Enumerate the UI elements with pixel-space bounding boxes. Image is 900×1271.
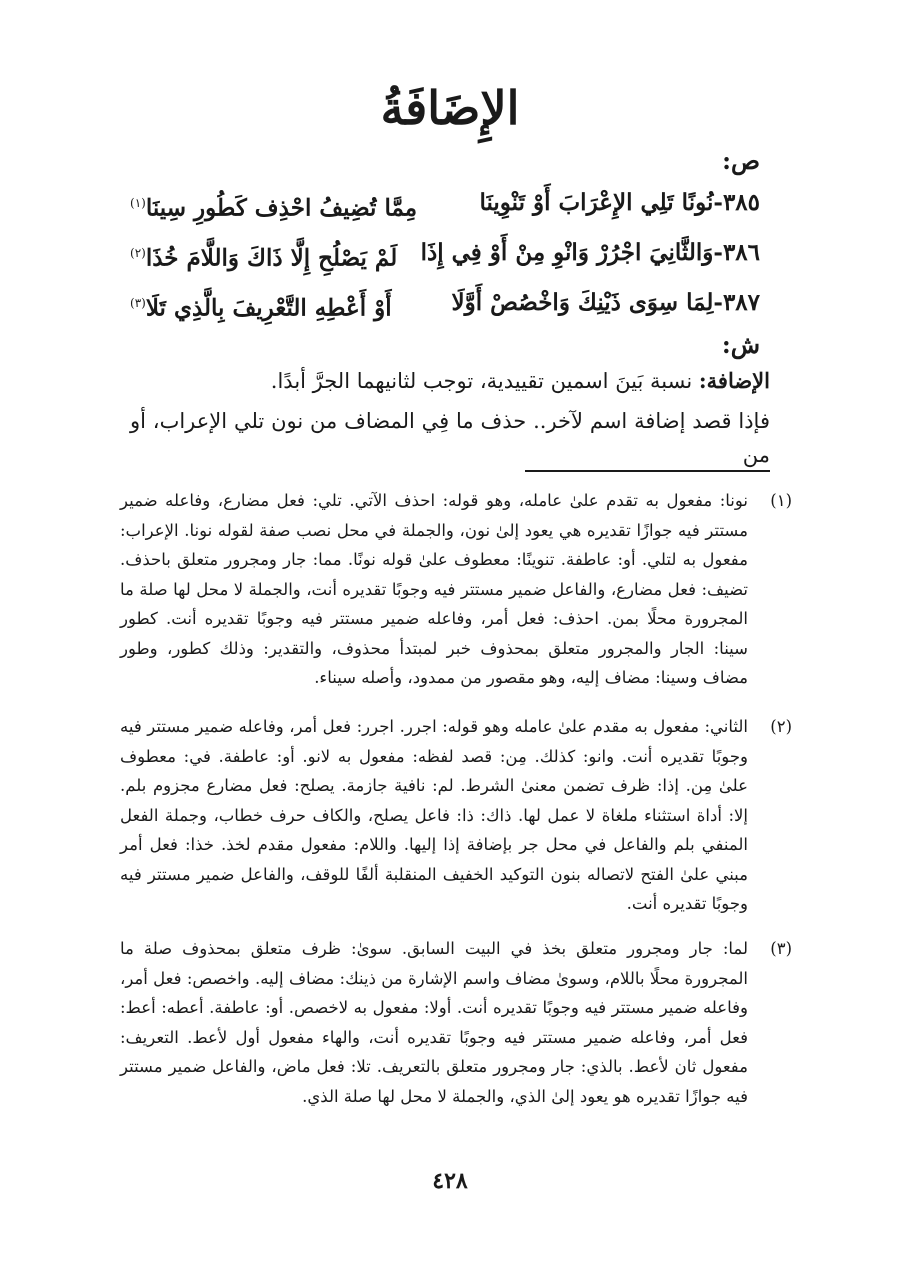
verse-second-half xyxy=(130,282,392,330)
commentary-paragraph: فإذا قصد إضافة اسم لآخر.. حذف ما فِي المضاف من نون تلي الإعراب، أو من xyxy=(130,409,770,467)
verse-number: ٣٨٥ xyxy=(722,189,760,216)
verse-first-half: ٣٨٦-وَالثَّانِيَ اجْرُرْ وَانْوِ مِنْ أَوْ فِي إِذَا xyxy=(420,239,760,266)
commentary-paragraph xyxy=(130,364,770,398)
footnote-number: (٣) xyxy=(770,939,792,958)
verse-second-half xyxy=(130,232,397,280)
verse-hemistich: مِمَّا تُضِيفُ احْذِف كَطُورِ سِينَا xyxy=(145,194,418,222)
page-number: ٤٢٨ xyxy=(432,1168,468,1194)
text-label: ص: xyxy=(722,146,760,175)
commentary-label: ش: xyxy=(721,330,760,359)
chapter-title: الإِضَافَةُ xyxy=(380,81,520,135)
footnote-number: (٢) xyxy=(770,717,792,736)
footnote-number: (١) xyxy=(770,491,792,510)
footnote-marker: (٢) xyxy=(130,246,146,260)
footnote-marker: (٣) xyxy=(130,296,146,310)
footnote-text: الثاني: مفعول به مقدم علىٰ عامله وهو قوله: اجرر. اجرر: فعل أمر، وفاعله ضمير مستتر فيه وجوبًا تقديره أنت. وانو: كذلك. مِن: قصد لفظه: مفعول به لانو. أو: عاطفة. في: معطوف علىٰ مِن. إذا: ظرف تضمن معنىٰ الشرط. لم: نافية جازمة. يصلح: فعل مضارع مجزوم بلم. إلا: أداة استثناء ملغاة لا عمل لها. ذاك: ذا: فاعل يصلح، والكاف حرف خطاب، وجملة الفعل المنفي بلم والفاعل في محل جر بإضافة إذا إليها. واللام: مفعول مقدم لخذ. خذا: فعل أمر مبني علىٰ الفتح لاتصاله بنون التوكيد الخفيف المنقلبة ألفًا للوقف، والفاعل ضمير مستتر فيه وجوبًا تقديره أنت. xyxy=(120,717,748,913)
verse-hemistich: لِمَا سِوَى ذَيْنِكَ وَاخْصُصْ أَوَّلَا xyxy=(451,289,714,316)
footnote-text: لما: جار ومجرور متعلق بخذ في البيت السابق. سوىٰ: ظرف متعلق بمحذوف صلة ما المجرورة محلًا باللام، وسوىٰ مضاف واسم الإشارة من ذينك: مضاف إليه. واخصص: فعل أمر، وفاعله ضمير مستتر فيه وجوبًا تقديره أنت. أولا: مفعول به لاخصص. أو: عاطفة. أعطه: أعط: فعل أمر، وفاعله ضمير مستتر فيه وجوبًا تقديره أنت، والهاء مفعول أول لأعط. التعريف: مفعول ثان لأعط. بالذي: جار ومجرور متعلق بالتعريف. تلا: فعل ماض، والفاعل ضمير مستتر فيه جوازًا تقديره هو يعود إلىٰ الذي، والجملة لا محل لها صلة الذي. xyxy=(120,939,748,1106)
term-definition: نسبة بَينَ اسمين تقييدية، توجب لثانيهما الجرَّ أبدًا. xyxy=(270,369,693,393)
verse-number: ٣٨٧ xyxy=(722,289,760,316)
verse-hemistich: أَوْ أَعْطِهِ التَّعْرِيفَ بِالَّذِي تَلَا xyxy=(145,294,392,322)
verse-hemistich: لَمْ يَصْلُحِ إِلَّا ذَاكَ وَاللَّامَ خُذَا xyxy=(145,244,398,272)
term-heading: الإضافة: xyxy=(698,368,770,393)
verse-hemistich: نُونًا تَلِي الإِعْرَابَ أَوْ تَنْوِينَا xyxy=(479,189,714,216)
footnote-marker: (١) xyxy=(130,196,146,210)
footnote-text: نونا: مفعول به تقدم علىٰ عامله، وهو قوله: احذف الآتي. تلي: فعل مضارع، وفاعله ضمير مستتر فيه جوازًا تقديره هي يعود إلىٰ نون، والجملة في محل نصب صفة لقوله نونا. الإعراب: مفعول به لتلي. أو: عاطفة. تنوينًا: معطوف علىٰ قوله نونًا. مما: جار ومجرور متعلق باحذف. تضيف: فعل مضارع، والفاعل ضمير مستتر فيه وجوبًا تقديره أنت، والجملة لا محل لها صلة ما المجرورة محلًا بمن. احذف: فعل أمر، وفاعله ضمير مستتر فيه وجوبًا تقديره أنت. كطور سينا: الجار والمجرور متعلق بمحذوف خبر لمبتدأ محذوف، والتقدير: وذلك كطور، وطور مضاف وسينا: مضاف إليه، وهو مقصور من ممدود، وأصله سيناء. xyxy=(120,491,748,687)
verse-second-half xyxy=(130,182,417,230)
verse-line xyxy=(130,232,760,274)
footnote xyxy=(120,486,792,693)
verse-line xyxy=(130,182,760,224)
verse-first-half: ٣٨٥-نُونًا تَلِي الإِعْرَابَ أَوْ تَنْوِينَا xyxy=(479,189,760,216)
verse-line xyxy=(130,282,760,324)
verse-number: ٣٨٦ xyxy=(722,239,760,266)
footnote-separator xyxy=(525,470,770,472)
footnote xyxy=(120,934,792,1111)
footnote xyxy=(120,712,792,919)
verse-hemistich: وَالثَّانِيَ اجْرُرْ وَانْوِ مِنْ أَوْ فِي إِذَا xyxy=(420,239,714,266)
verse-first-half: ٣٨٧-لِمَا سِوَى ذَيْنِكَ وَاخْصُصْ أَوَّلَا xyxy=(451,289,760,316)
